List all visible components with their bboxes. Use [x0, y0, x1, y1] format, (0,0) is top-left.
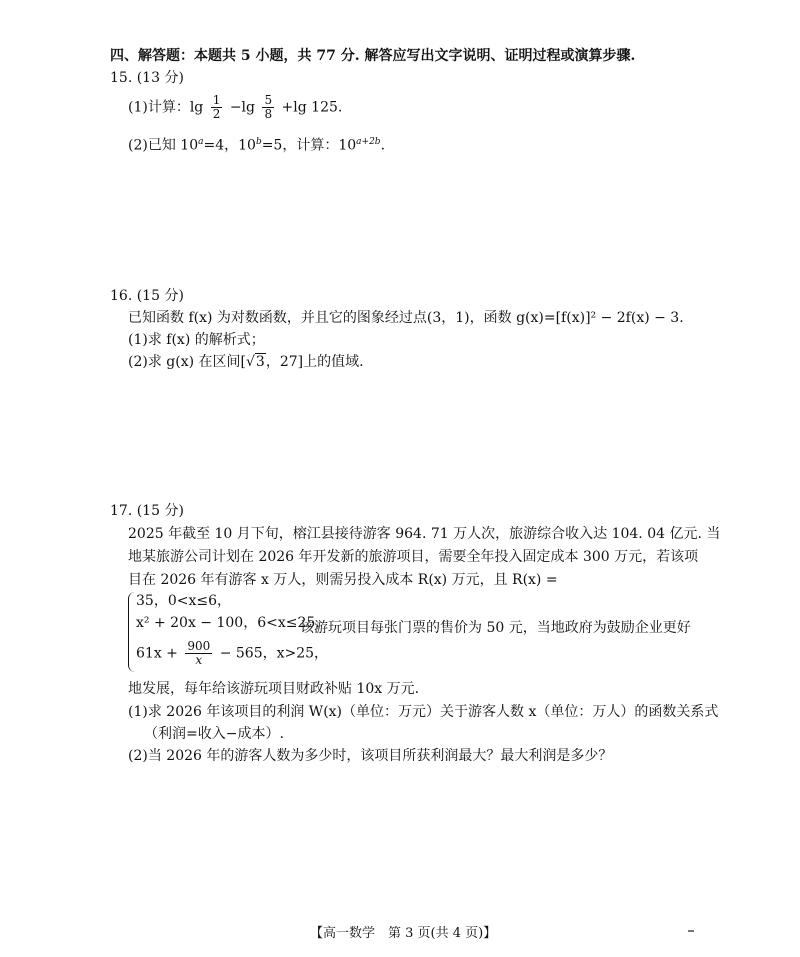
- piecewise-brace: [128, 592, 135, 672]
- q15-frac1: [211, 94, 223, 121]
- q16-part1: (1)求 f(x) 的解析式；: [128, 332, 265, 348]
- sqrt-symbol: √: [245, 354, 255, 370]
- q15-number: 15. (13 分): [110, 70, 184, 86]
- q17-line3: 目在 2026 年有游客 x 万人，则需另投入成本 R(x) 万元，且 R(x) =: [128, 572, 558, 588]
- q15-p1-suffix: +lg 125.: [281, 99, 343, 116]
- q17-case3-suffix: − 565，x>25，: [219, 645, 329, 662]
- q17-case3: [136, 640, 328, 667]
- q17-line4: 地发展，每年给该游玩项目财政补贴 10x 万元.: [128, 681, 420, 697]
- q17-case3-prefix: 61x +: [136, 645, 178, 662]
- q17-part2: (2)当 2026 年的游客人数为多少时，该项目所获利润最大？最大利润是多少？: [128, 748, 613, 764]
- q15-p2-mid2: =5，计算：10: [261, 137, 357, 154]
- q15-p2-b: b: [255, 137, 262, 147]
- q15-frac1-den: 2: [212, 107, 221, 121]
- q16-stem: 已知函数 f(x) 为对数函数，并且它的图象经过点(3，1)，函数 g(x)=[f(x)]² − 2f(x) − 3.: [128, 310, 684, 326]
- q15-p1-prefix: (1)计算：lg: [128, 99, 204, 116]
- q15-frac2-den: 8: [264, 107, 273, 121]
- q17-number: 17. (15 分): [110, 503, 184, 519]
- q17-case1: 35，0<x≤6，: [136, 593, 231, 609]
- q16-p2-suffix: ，27]上的值域.: [265, 354, 364, 370]
- q15-p2-exp: a+2b: [356, 137, 381, 147]
- scan-speck: [688, 930, 694, 932]
- q17-line2: 地某旅游公司计划在 2026 年开发新的旅游项目，需要全年投入固定成本 300 万元，若该项: [128, 549, 699, 565]
- q15-part1: [128, 94, 342, 121]
- q17-case3-num: 900: [187, 639, 211, 653]
- q16-number: 16. (15 分): [110, 288, 184, 304]
- q15-frac1-num: 1: [212, 93, 221, 107]
- q17-case-tail: 该游玩项目每张门票的售价为 50 元，当地政府为鼓励企业更好: [300, 620, 691, 636]
- section-header: 四、解答题：本题共 5 小题，共 77 分. 解答应写出文字说明、证明过程或演算步骤.: [110, 48, 636, 64]
- q16-part2: [128, 353, 364, 371]
- q15-frac2: [262, 94, 274, 121]
- q15-p2-a: a: [198, 137, 204, 147]
- q17-case2: x² + 20x − 100，6<x≤25，: [136, 615, 330, 631]
- q15-p2-end: .: [380, 137, 386, 154]
- q17-part1-line2: （利润=收入−成本）.: [144, 726, 284, 742]
- q17-part1-line1: (1)求 2026 年该项目的利润 W(x)（单位：万元）关于游客人数 x（单位：万人）的函数关系式: [128, 704, 719, 720]
- q16-p2-sqrt: 3: [255, 354, 265, 370]
- q15-frac2-num: 5: [264, 93, 273, 107]
- q17-line1: 2025 年截至 10 月下旬，榕江县接待游客 964. 71 万人次，旅游综合收入达 104. 04 亿元. 当: [128, 526, 721, 542]
- page-footer: 【高一数学 第 3 页(共 4 页)】: [310, 926, 497, 941]
- q17-case3-frac: [185, 640, 212, 667]
- q16-p2-prefix: (2)求 g(x) 在区间[: [128, 354, 246, 370]
- q17-case3-den: x: [195, 653, 203, 667]
- q15-p2-text: (2)已知 10: [128, 137, 199, 154]
- q15-p2-mid: =4，10: [203, 137, 256, 154]
- q15-p1-mid: −lg: [229, 99, 255, 116]
- q15-part2: [128, 133, 385, 155]
